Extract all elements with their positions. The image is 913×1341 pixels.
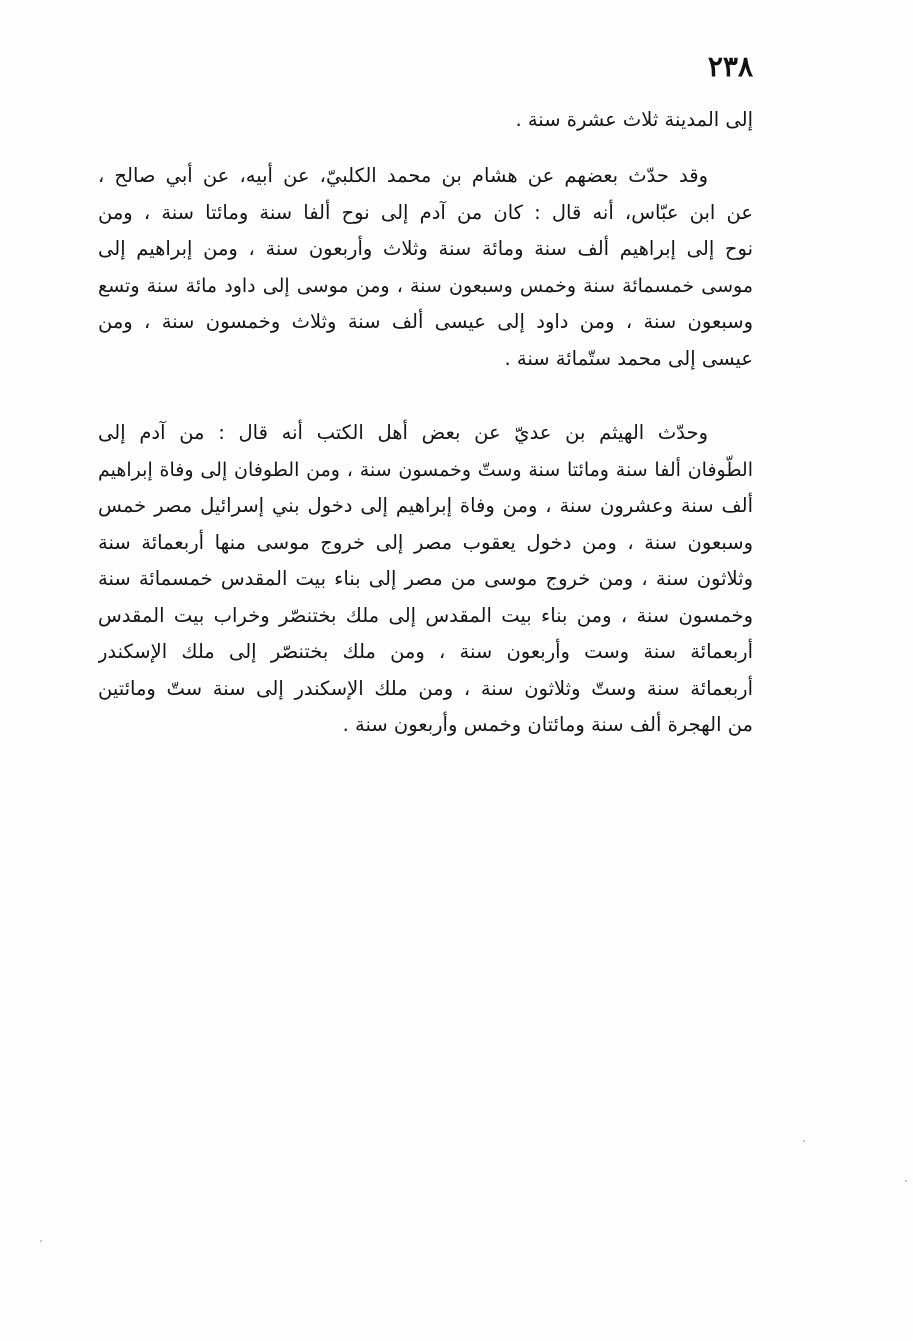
paragraph-3 (98, 415, 753, 744)
text-line: وخمسون سنة ، ومن بناء بيت المقدس إلى ملك بختنصّر وخراب بيت المقدس (98, 603, 753, 627)
text-line: وقد حدّث بعضهم عن هشام بن محمد الكلبيّ، عن أبيه، عن أبي صالح ، (98, 164, 708, 187)
text-line: عن ابن عبّاس، أنه قال : كان من آدم إلى نوح ألفا سنة ومائتا سنة ، ومن (98, 200, 753, 224)
text-line: موسى خمسمائة سنة وخمس وسبعون سنة ، ومن موسى إلى داود مائة سنة وتسع (98, 274, 753, 297)
scan-speck (905, 1180, 907, 1182)
text-line: نوح إلى إبراهيم ألف سنة ومائة سنة وثلاث وأربعون سنة ، ومن إبراهيم إلى (98, 237, 753, 260)
text-line: الطّوفان ألفا سنة ومائتا سنة وستّ وخمسون سنة ، ومن الطوفان إلى وفاة إبراهيم (98, 458, 753, 481)
paragraph-1 (98, 102, 753, 139)
paragraph-2 (98, 158, 753, 377)
text-line: وسبعون سنة ، ومن داود إلى عيسى ألف سنة وثلاث وخمسون سنة ، ومن (98, 310, 753, 333)
text-line: من الهجرة ألف سنة ومائتان وخمس وأربعون سنة . (342, 713, 753, 736)
text-line: أربعمائة سنة وستّ وثلاثون سنة ، ومن ملك الإسكندر إلى سنة ستّ ومائتين (98, 676, 753, 700)
scan-speck (40, 1240, 42, 1242)
text-line: وحدّث الهيثم بن عديّ عن بعض أهل الكتب أنه قال : من آدم إلى (98, 421, 708, 444)
text-line: ألف سنة وعشرون سنة ، ومن وفاة إبراهيم إلى دخول بني إسرائيل مصر خمس (98, 494, 753, 517)
text-line: عيسى إلى محمد ستّمائة سنة . (504, 346, 753, 370)
text-line: إلى المدينة ثلاث عشرة سنة . (515, 108, 753, 131)
page-number: ٢٣٨ (707, 50, 753, 83)
text-line: وسبعون سنة ، ومن دخول يعقوب مصر إلى خروج موسى منها أربعمائة سنة (98, 530, 753, 554)
text-line: أربعمائة سنة وست وأربعون سنة ، ومن ملك بختنصّر إلى ملك الإسكندر (98, 640, 753, 663)
text-line: وثلاثون سنة ، ومن خروج موسى من مصر إلى بناء بيت المقدس خمسمائة سنة (98, 567, 753, 590)
scan-speck (803, 1140, 805, 1142)
